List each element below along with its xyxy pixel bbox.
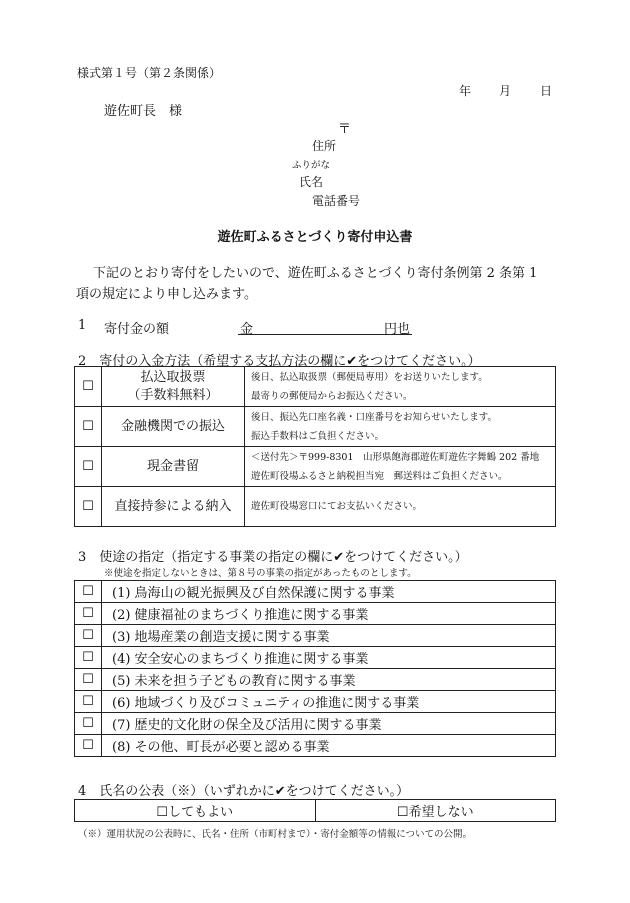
section1-number: 1 bbox=[78, 318, 87, 333]
payment-row bbox=[75, 487, 556, 527]
payment-method-name: 払込取扱票 bbox=[140, 369, 206, 385]
payment-desc-line: 最寄りの郵便局からお振込ください。 bbox=[251, 390, 413, 402]
payment-desc-line: 遊佐町役場ふるさと納税担当宛 郵送料はご負担ください。 bbox=[251, 470, 508, 482]
payment-method-table bbox=[74, 366, 556, 527]
payment-desc-line: 遊佐町役場窓口にてお支払いください。 bbox=[251, 501, 423, 512]
payment-desc-line: 振込手数料はご負担ください。 bbox=[251, 430, 385, 442]
purpose-text: (5) 未来を担う子どもの教育に関する事業 bbox=[102, 669, 556, 691]
purpose-row bbox=[75, 603, 556, 625]
purpose-checkbox[interactable]: ☐ bbox=[75, 735, 102, 757]
purpose-checkbox[interactable]: ☐ bbox=[75, 603, 102, 625]
section2-heading: 2 寄付の入金方法（希望する支払方法の欄に✔をつけてください。） bbox=[78, 354, 481, 369]
payment-row bbox=[75, 407, 556, 447]
section4-heading: 4 氏名の公表（※）（いずれかに✔をつけてください。） bbox=[78, 784, 410, 799]
purpose-text: (1) 鳥海山の観光振興及び自然保護に関する事業 bbox=[102, 581, 556, 603]
date-day: 日 bbox=[540, 84, 553, 98]
name-label: 氏名 bbox=[299, 175, 324, 189]
document-title: 遊佐町ふるさとづくり寄付申込書 bbox=[217, 230, 413, 245]
section1-label: 寄付金の額 bbox=[104, 322, 170, 337]
furigana-label: ふりがな bbox=[292, 160, 331, 171]
purpose-text: (6) 地域づくり及びコミュニティの推進に関する事業 bbox=[102, 691, 556, 713]
purpose-text: (3) 地場産業の創造支援に関する事業 bbox=[102, 625, 556, 647]
date-month: 月 bbox=[499, 84, 512, 98]
section3-heading: 3 使途の指定（指定する事業の指定の欄に✔をつけてください。） bbox=[78, 550, 468, 565]
purpose-row bbox=[75, 713, 556, 735]
section3-note: ※使途を指定しないときは、第８号の事業の指定があったものとします。 bbox=[104, 568, 417, 579]
purpose-text: (8) その他、町長が必要と認める事業 bbox=[102, 735, 556, 757]
payment-checkbox[interactable]: ☐ bbox=[75, 487, 102, 527]
intro-line-2: 項の規定により申し込みます。 bbox=[76, 287, 257, 302]
purpose-checkbox[interactable]: ☐ bbox=[75, 581, 102, 603]
amount-field[interactable] bbox=[238, 316, 412, 335]
payment-method-cell bbox=[102, 367, 245, 407]
payment-checkbox[interactable]: ☐ bbox=[75, 447, 102, 487]
purpose-row bbox=[75, 691, 556, 713]
payment-row bbox=[75, 447, 556, 487]
phone-label: 電話番号 bbox=[312, 194, 361, 208]
payment-desc-line: 後日、振込先口座名義・口座番号をお知らせいたします。 bbox=[251, 411, 497, 423]
purpose-row bbox=[75, 581, 556, 603]
purpose-text: (7) 歴史的文化財の保全及び活用に関する事業 bbox=[102, 713, 556, 735]
address-label: 住所 bbox=[312, 139, 337, 153]
payment-method-cell bbox=[102, 407, 245, 447]
disclosure-row bbox=[75, 800, 556, 822]
payment-row bbox=[75, 367, 556, 407]
payment-method-cell bbox=[102, 487, 245, 527]
payment-checkbox[interactable]: ☐ bbox=[75, 367, 102, 407]
payment-method-cell bbox=[102, 447, 245, 487]
payment-desc-line: ＜送付先＞〒999-8301 山形県飽海郡遊佐町遊佐字舞鶴 202 番地 bbox=[251, 451, 540, 463]
amount-prefix: 金 bbox=[240, 322, 254, 337]
section4-footnote: （※）運用状況の公表時に、氏名・住所（市町村まで）・寄付金額等の情報についての公開。 bbox=[78, 829, 473, 840]
amount-suffix: 円也 bbox=[384, 322, 411, 337]
purpose-checkbox[interactable]: ☐ bbox=[75, 691, 102, 713]
purpose-checkbox[interactable]: ☐ bbox=[75, 713, 102, 735]
payment-method-note: （手数料無料） bbox=[127, 387, 219, 403]
payment-desc-cell bbox=[245, 367, 556, 407]
purpose-row bbox=[75, 669, 556, 691]
payment-desc-line: 後日、払込取扱票（郵便局専用）をお送りいたします。 bbox=[251, 371, 488, 383]
payment-desc-cell bbox=[245, 447, 556, 487]
disclosure-table bbox=[74, 799, 556, 822]
payment-desc-cell bbox=[245, 407, 556, 447]
purpose-table bbox=[74, 580, 556, 757]
purpose-row bbox=[75, 625, 556, 647]
purpose-text: (4) 安全安心のまちづくり推進に関する事業 bbox=[102, 647, 556, 669]
purpose-text: (2) 健康福祉のまちづくり推進に関する事業 bbox=[102, 603, 556, 625]
purpose-checkbox[interactable]: ☐ bbox=[75, 647, 102, 669]
payment-checkbox[interactable]: ☐ bbox=[75, 407, 102, 447]
date-year: 年 bbox=[459, 84, 472, 98]
disclosure-option-yes[interactable]: ☐してもよい bbox=[75, 800, 316, 822]
postal-mark: 〒 bbox=[338, 122, 352, 137]
payment-method-name: 直接持参による納入 bbox=[114, 498, 232, 514]
form-number: 様式第１号（第２条関係） bbox=[77, 66, 222, 80]
purpose-checkbox[interactable]: ☐ bbox=[75, 669, 102, 691]
intro-line-1: 下記のとおり寄付をしたいので、遊佐町ふるさとづくり寄付条例第 2 条第 1 bbox=[93, 266, 538, 281]
purpose-checkbox[interactable]: ☐ bbox=[75, 625, 102, 647]
addressee: 遊佐町長 様 bbox=[104, 104, 183, 119]
payment-method-name: 金融機関での振込 bbox=[120, 418, 225, 434]
purpose-row bbox=[75, 735, 556, 757]
purpose-row bbox=[75, 647, 556, 669]
disclosure-option-no[interactable]: ☐希望しない bbox=[315, 800, 556, 822]
payment-method-name: 現金書留 bbox=[146, 458, 199, 474]
payment-desc-cell bbox=[245, 487, 556, 527]
